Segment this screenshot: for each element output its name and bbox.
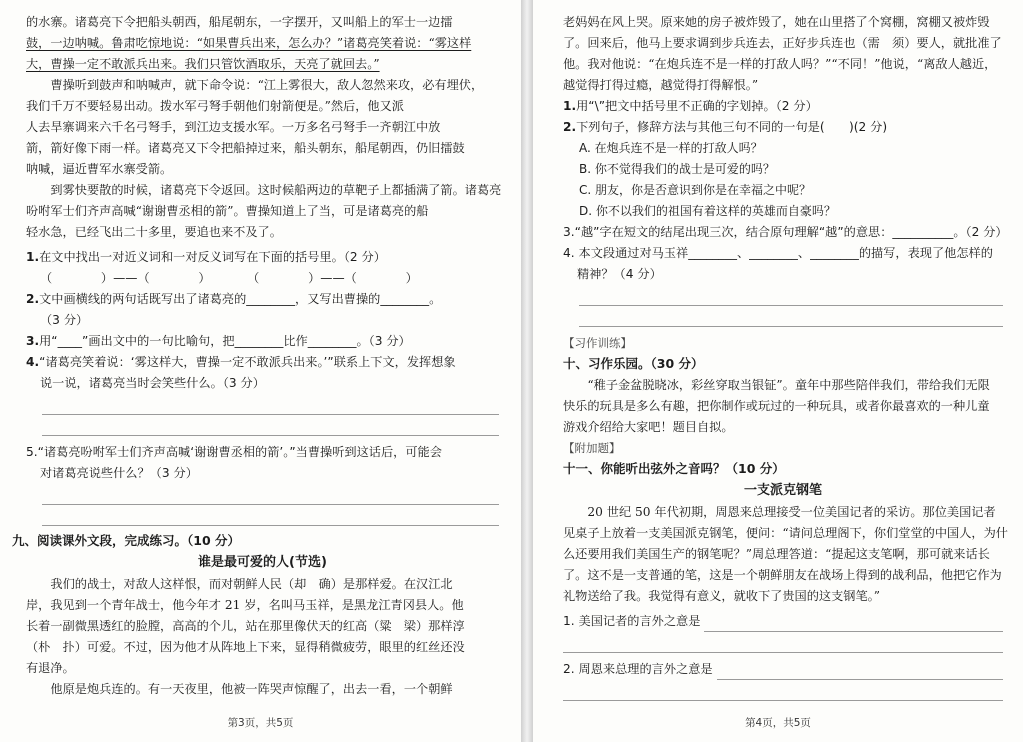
- story-text: [26, 12, 502, 243]
- passage-continued: [563, 12, 1003, 96]
- question-1-brackets[interactable]: （ ）——（ ） （ ）——（ ）: [40, 271, 418, 285]
- sub-question-2: 2. 周恩来总理的言外之意是: [563, 659, 1003, 680]
- question-1: 1.用“\”把文中括号里不正确的字划掉。（2 分）: [563, 99, 818, 113]
- story-line: 曹操听到鼓声和呐喊声，就下命令说：“江上雾很大，敌人忽然来攻，必有埋伏，: [50, 78, 484, 92]
- option-b: B. 你不觉得我们的战士是可爱的吗？: [579, 162, 775, 176]
- question-4[interactable]: 4. 本文段通过对马玉祥________、________、________的描写，表现了他怎样的: [563, 246, 993, 260]
- question-2[interactable]: 2.下列句子，修辞方法与其他三句不同的一句是( )(2 分): [563, 120, 888, 134]
- answer-line[interactable]: [42, 511, 499, 526]
- story-line: 么还要用我们美国生产的钢笔呢？”周总理答道：“提起这支笔啊，那可就来话长: [563, 547, 990, 561]
- story-line: 20 世纪 50 年代初期，周恩来总理接受一位美国记者的采访。那位美国记者: [587, 505, 996, 519]
- essay-line: 快乐的玩具是多么有趣，把你制作或玩过的一种玩具，或者你最喜欢的一种儿童: [563, 399, 990, 413]
- passage-title: 谁是最可爱的人(节选): [198, 555, 327, 570]
- option-c: C. 朋友，你是否意识到你是在幸福之中呢？: [579, 183, 812, 197]
- question-1: 1.在文中找出一对近义词和一对反义词写在下面的括号里。（2 分）: [26, 250, 386, 264]
- passage-line: 我们的战士，对敌人这样恨，而对朝鲜人民（却 确）是那样爱。在汉江北: [50, 577, 453, 591]
- passage-line: 有退净。: [26, 661, 75, 675]
- question-4: 4.“诸葛亮笑着说：‘雾这样大，曹操一定不敢派兵出来。’”联系上下文，发挥想象: [26, 355, 456, 369]
- question-2-score: （3 分）: [40, 313, 89, 327]
- answer-line[interactable]: [563, 686, 1003, 701]
- section-10-heading: 十、习作乐园。（30 分）: [563, 356, 704, 371]
- question-5: 5.“诸葛亮吩咐军士们齐声高喊‘谢谢曹丞相的箭’。”当曹操听到这话后，可能会: [26, 445, 442, 459]
- story-line: 我们千万不要轻易出动。拨水军弓弩手朝他们射箭便是。”然后，他又派: [26, 99, 404, 113]
- passage-line: 越觉得打得过瘾，越觉得打得解恨。”: [563, 78, 759, 92]
- answer-line[interactable]: [704, 617, 1003, 632]
- story-line: 轻水急，已经飞出二十多里，要追也来不及了。: [26, 225, 282, 239]
- question-2[interactable]: 2.文中画横线的两句话既写出了诸葛亮的________，又写出曹操的________。: [26, 292, 442, 306]
- story-line: 见桌子上放着一支美国派克钢笔，便问：“请问总理阁下，你们堂堂的中国人，为什: [563, 526, 1008, 540]
- answer-line[interactable]: [579, 312, 1003, 327]
- sub-question-1: 1. 美国记者的言外之意是: [563, 611, 1003, 632]
- option-a: A. 在炮兵连不是一样的打敌人吗？: [579, 141, 763, 155]
- question-3[interactable]: 3.“越”字在短文的结尾出现三次，结合原句理解“越”的意思：__________。（2 分）: [563, 225, 1008, 239]
- option-d: D. 你不以我们的祖国有着这样的英雄而自豪吗？: [579, 204, 836, 218]
- story-line: 的水寨。诸葛亮下令把船头朝西，船尾朝东，一字摆开，又叫船上的军士一边擂: [26, 15, 453, 29]
- passage-text: [26, 574, 499, 700]
- essay-line: 游戏介绍给大家吧！题目自拟。: [563, 420, 734, 434]
- page-number: 第4页，共5页: [745, 717, 811, 729]
- answer-line[interactable]: [579, 291, 1003, 306]
- section-11-heading: 十一、你能听出弦外之音吗？（10 分）: [563, 461, 785, 476]
- section-9-heading: 九、阅读课外文段，完成练习。（10 分）: [12, 533, 240, 548]
- answer-line[interactable]: [42, 421, 499, 436]
- passage-line: （朴 扑）可爱。不过，因为他才从阵地上下来，显得稍微疲劳，眼里的红丝还没: [26, 640, 465, 654]
- passage-line: 他原是炮兵连的。有一天夜里，他被一阵哭声惊醒了，出去一看，一个朝鲜: [50, 682, 453, 696]
- story-line: 鼓，一边呐喊。鲁肃吃惊地说：“如果曹兵出来，怎么办？”诸葛亮笑着说：“雾这样: [26, 36, 472, 50]
- question-3[interactable]: 3.用“____”画出文中的一句比喻句，把________比作________。（3 分）: [26, 334, 411, 348]
- page-4: [533, 0, 1023, 742]
- story-line: 人去旱寨调来六千名弓弩手，到江边支援水军。一万多名弓弩手一齐朝江中放: [26, 120, 441, 134]
- story-line: 吩咐军士们齐声高喊“谢谢曹丞相的箭”。曹操知道上了当，可是诸葛亮的船: [26, 204, 429, 218]
- answer-line[interactable]: [563, 638, 1003, 653]
- page-gutter: [521, 0, 533, 742]
- passage-line: 他。我对他说：“在炮兵连不是一样的打敌人吗？”“不同！”他说，“离敌人越近，: [563, 57, 997, 71]
- answer-line[interactable]: [717, 665, 1003, 680]
- passage-line: 老妈妈在风上哭。原来她的房子被炸毁了，她在山里搭了个窝棚，窝棚又被炸毁: [563, 15, 990, 29]
- story-line: 箭，箭好像下雨一样。诸葛亮又下令把船掉过来，船头朝东，船尾朝西，仍旧擂鼓: [26, 141, 465, 155]
- extra-label: 【附加题】: [563, 441, 621, 455]
- practice-label: 【习作训练】: [563, 336, 632, 350]
- essay-line: “稚子金盆脱晓冰，彩丝穿取当银钲”。童年中那些陪伴我们，带给我们无限: [587, 378, 990, 392]
- answer-line[interactable]: [42, 400, 499, 415]
- story-line: 呐喊，逼近曹军水寨受箭。: [26, 162, 173, 176]
- page-number: 第3页，共5页: [227, 717, 294, 729]
- story-line: 礼物送给了我。我觉得有意义，就收下了贵国的这支钢笔。”: [563, 589, 881, 603]
- passage-line: 长着一副微黑透红的脸膛，高高的个儿，站在那里像伏天的红高（粱 梁）那样淳: [26, 619, 465, 633]
- story-line: 到雾快要散的时候，诸葛亮下令返回。这时候船两边的草靶子上都插满了箭。诸葛亮: [50, 183, 502, 197]
- question-5-cont: 对诸葛亮说些什么？（3 分）: [40, 466, 198, 480]
- passage-line: 岸，我见到一个青年战士，他今年才 21 岁，名叫马玉祥，是黑龙江青冈县人。他: [26, 598, 464, 612]
- question-4-cont: 说一说，诸葛亮当时会笑些什么。（3 分）: [40, 376, 265, 390]
- story-title: 一支派克钢笔: [743, 483, 822, 498]
- story-line: 大，曹操一定不敢派兵出来。我们只管饮酒取乐，天亮了就回去。”: [26, 57, 380, 71]
- story-line: 了。这不是一支普通的笔，这是一个朝鲜朋友在战场上得到的战利品，他把它作为: [563, 568, 1002, 582]
- passage-line: 了。回来后，他马上要求调到步兵连去，正好步兵连也（需 须）要人，就批准了: [563, 36, 1002, 50]
- question-4-cont: 精神？（4 分）: [577, 267, 662, 281]
- answer-line[interactable]: [42, 490, 499, 505]
- question-block: [26, 247, 499, 526]
